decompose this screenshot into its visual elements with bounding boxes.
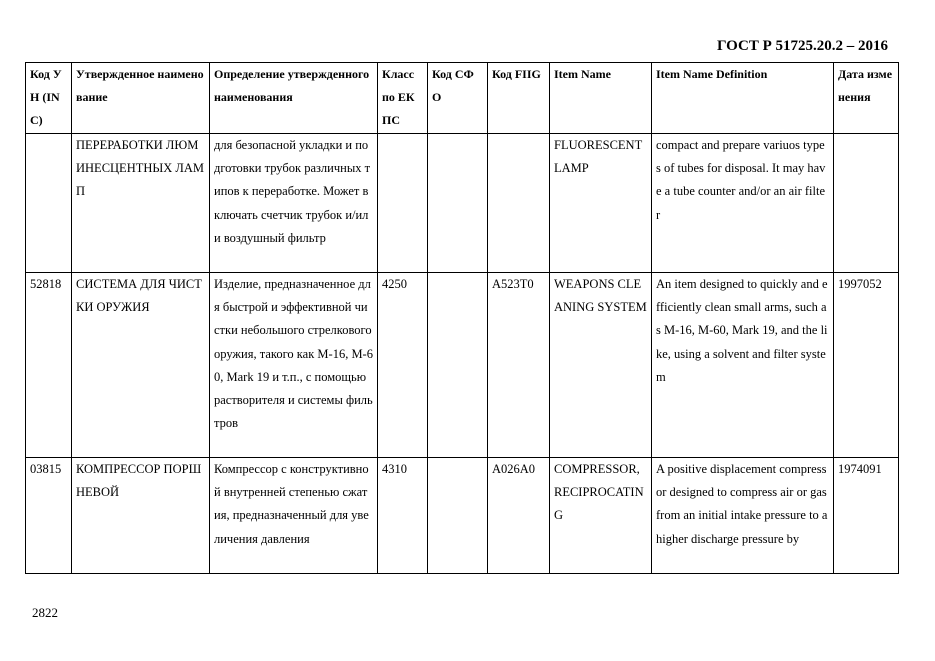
cell-inc: 52818	[26, 273, 72, 458]
cell-change-date: 1974091	[834, 458, 899, 574]
cell-inc: 03815	[26, 458, 72, 574]
column-header-fiig: Код FIIG	[488, 63, 550, 134]
specification-table	[25, 62, 899, 574]
cell-sfo	[428, 458, 488, 574]
cell-item-name: WEAPONS CLEANING SYSTEM	[550, 273, 652, 458]
page-number: 2822	[32, 605, 58, 620]
cell-sfo	[428, 134, 488, 273]
column-header-definition: Определение утвержденного наименования	[210, 63, 378, 134]
cell-fiig	[488, 134, 550, 273]
cell-fiig: A523T0	[488, 273, 550, 458]
column-header-item-name: Item Name	[550, 63, 652, 134]
cell-definition: для безопасной укладки и подготовки трубок различных типов к переработке. Может включать счетчик трубок и/или воздушный фильтр	[210, 134, 378, 273]
cell-item-name-definition: An item designed to quickly and efficiently clean small arms, such as M-16, M-60, Mark 19, and the like, using a solvent and filter system	[652, 273, 834, 458]
table-header-row	[26, 63, 899, 134]
cell-inc	[26, 134, 72, 273]
cell-definition: Изделие, предназначенное для быстрой и эффективной чистки небольшого стрелкового оружия, такого как М-16, М-60, Mark 19 и т.п., с помощью растворителя и системы фильтров	[210, 273, 378, 458]
column-header-change-date: Дата изменения	[834, 63, 899, 134]
table-row	[26, 134, 899, 273]
cell-approved-name: КОМПРЕССОР ПОРШНЕВОЙ	[72, 458, 210, 574]
column-header-sfo: Код СФО	[428, 63, 488, 134]
table-row	[26, 458, 899, 574]
table-row	[26, 273, 899, 458]
cell-class	[378, 134, 428, 273]
cell-item-name: FLUORESCENT LAMP	[550, 134, 652, 273]
cell-sfo	[428, 273, 488, 458]
column-header-item-name-definition: Item Name Definition	[652, 63, 834, 134]
cell-class: 4310	[378, 458, 428, 574]
column-header-class: Класс по ЕКПС	[378, 63, 428, 134]
cell-item-name: COMPRESSOR, RECIPROCATING	[550, 458, 652, 574]
cell-definition: Компрессор с конструктивной внутренней степенью сжатия, предназначенный для увеличения давления	[210, 458, 378, 574]
cell-item-name-definition: A positive displacement compressor designed to compress air or gas from an initial intake pressure to a higher discharge pressure by	[652, 458, 834, 574]
cell-change-date: 1997052	[834, 273, 899, 458]
column-header-inc: Код УН (INC)	[26, 63, 72, 134]
cell-change-date	[834, 134, 899, 273]
cell-item-name-definition: compact and prepare variuos types of tubes for disposal. It may have a tube counter and/or an air filter	[652, 134, 834, 273]
cell-fiig: A026A0	[488, 458, 550, 574]
document-standard-header: ГОСТ Р 51725.20.2 – 2016	[716, 38, 888, 54]
cell-class: 4250	[378, 273, 428, 458]
cell-approved-name: ПЕРЕРАБОТКИ ЛЮМИНЕСЦЕНТНЫХ ЛАМП	[72, 134, 210, 273]
cell-approved-name: СИСТЕМА ДЛЯ ЧИСТКИ ОРУЖИЯ	[72, 273, 210, 458]
column-header-approved-name: Утвержденное наименование	[72, 63, 210, 134]
